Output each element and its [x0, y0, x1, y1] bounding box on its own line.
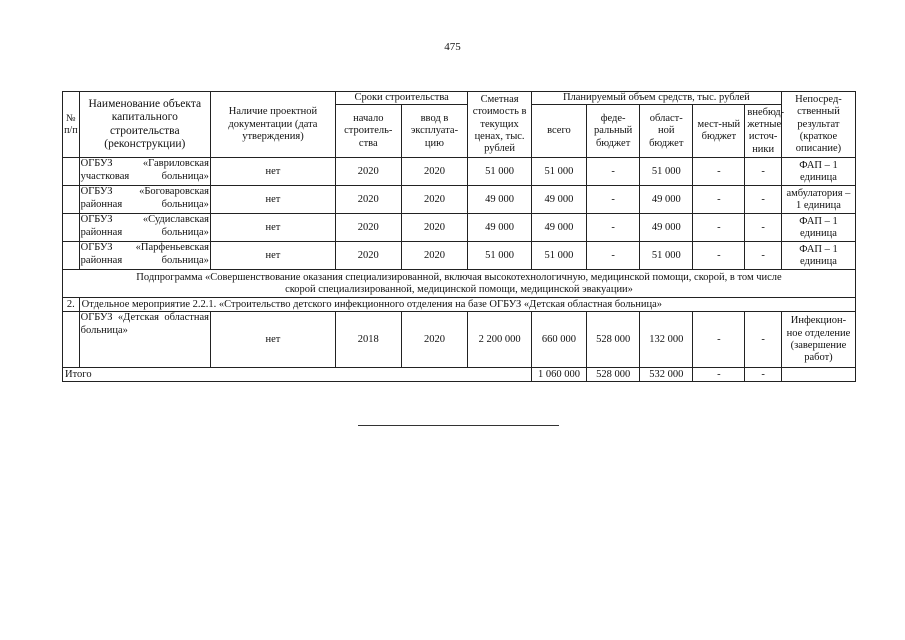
regional-cell: 132 000	[640, 312, 693, 368]
local-cell: -	[693, 242, 745, 270]
object-name: ОГБУЗ «Гавриловская участковая больница»	[79, 158, 210, 186]
start-cell: 2020	[335, 242, 401, 270]
estimate-cell: 51 000	[468, 158, 532, 186]
totals-label: Итого	[63, 368, 532, 382]
docs-cell: нет	[210, 186, 335, 214]
event-title: Отдельное мероприятие 2.2.1. «Строительство детского инфекционного отделения на базе ОГБУЗ «Детская областная больница»	[79, 298, 855, 312]
regional-cell: 51 000	[640, 158, 693, 186]
total-cell: 660 000	[531, 312, 586, 368]
extra-cell: -	[745, 158, 782, 186]
estimate-cell: 49 000	[468, 186, 532, 214]
total-cell: 51 000	[531, 158, 586, 186]
federal-cell: -	[587, 158, 640, 186]
local-cell: -	[693, 158, 745, 186]
totals-regional: 532 000	[640, 368, 693, 382]
header-docs: Наличие проектной документации (дата утверждения)	[210, 92, 335, 158]
docs-cell: нет	[210, 312, 335, 368]
table-row	[63, 186, 856, 214]
regional-cell: 51 000	[640, 242, 693, 270]
totals-extra: -	[745, 368, 782, 382]
federal-cell: -	[587, 214, 640, 242]
federal-cell: -	[587, 242, 640, 270]
object-name: ОГБУЗ «Судиславская районная больница»	[79, 214, 210, 242]
start-cell: 2020	[335, 186, 401, 214]
end-cell: 2020	[401, 214, 468, 242]
estimate-cell: 51 000	[468, 242, 532, 270]
total-cell: 49 000	[531, 186, 586, 214]
estimate-cell: 2 200 000	[468, 312, 532, 368]
regional-cell: 49 000	[640, 186, 693, 214]
page-number: 475	[444, 41, 461, 53]
header-commission: ввод в эксплуата-цию	[401, 105, 468, 158]
header-planned: Планируемый объем средств, тыс. рублей	[531, 92, 781, 105]
subprogram-title: Подпрограмма «Совершенствование оказания специализированной, включая высокотехнологичную, медицинской помощи, скорой, в том числе скорой специализированной, медицинской помощи, медицинской эвакуации»	[63, 270, 856, 298]
result-cell: ФАП – 1 единица	[781, 214, 855, 242]
header-extra: внебюд-жетные источ-ники	[745, 105, 782, 158]
header-terms: Сроки строительства	[335, 92, 467, 105]
event-num: 2.	[63, 298, 80, 312]
header-federal: феде-ральный бюджет	[587, 105, 640, 158]
header-total: всего	[531, 105, 586, 158]
table-row	[63, 214, 856, 242]
local-cell: -	[693, 186, 745, 214]
totals-row	[63, 368, 856, 382]
result-cell: ФАП – 1 единица	[781, 158, 855, 186]
object-name: ОГБУЗ «Парфеньевская районная больница»	[79, 242, 210, 270]
start-cell: 2020	[335, 158, 401, 186]
local-cell: -	[693, 312, 745, 368]
object-name: ОГБУЗ «Боговаровская районная больница»	[79, 186, 210, 214]
object-name: ОГБУЗ «Детская областная больница»	[79, 312, 210, 368]
end-cell: 2020	[401, 242, 468, 270]
header-local: мест-ный бюджет	[693, 105, 745, 158]
table-row	[63, 158, 856, 186]
totals-total: 1 060 000	[531, 368, 586, 382]
start-cell: 2018	[335, 312, 401, 368]
end-cell: 2020	[401, 186, 468, 214]
extra-cell: -	[745, 312, 782, 368]
footnote-separator	[358, 425, 559, 426]
docs-cell: нет	[210, 242, 335, 270]
federal-cell: 528 000	[587, 312, 640, 368]
start-cell: 2020	[335, 214, 401, 242]
total-cell: 51 000	[531, 242, 586, 270]
totals-federal: 528 000	[587, 368, 640, 382]
federal-cell: -	[587, 186, 640, 214]
end-cell: 2020	[401, 312, 468, 368]
header-num: № п/п	[63, 92, 80, 158]
extra-cell: -	[745, 242, 782, 270]
end-cell: 2020	[401, 158, 468, 186]
capital-construction-table	[62, 91, 856, 382]
header-estimate: Сметная стоимость в текущих ценах, тыс. рублей	[468, 92, 532, 158]
table-row	[63, 242, 856, 270]
result-cell: ФАП – 1 единица	[781, 242, 855, 270]
header-object: Наименование объекта капитального строительства (реконструкции)	[79, 92, 210, 158]
docs-cell: нет	[210, 158, 335, 186]
total-cell: 49 000	[531, 214, 586, 242]
header-result: Непосред-ственный результат (краткое описание)	[781, 92, 855, 158]
table-row	[63, 312, 856, 368]
regional-cell: 49 000	[640, 214, 693, 242]
result-cell: Инфекцион-ное отделение (завершение работ)	[781, 312, 855, 368]
estimate-cell: 49 000	[468, 214, 532, 242]
extra-cell: -	[745, 186, 782, 214]
totals-local: -	[693, 368, 745, 382]
header-start: начало строитель-ства	[335, 105, 401, 158]
result-cell: амбулатория – 1 единица	[781, 186, 855, 214]
extra-cell: -	[745, 214, 782, 242]
local-cell: -	[693, 214, 745, 242]
header-regional: област-ной бюджет	[640, 105, 693, 158]
docs-cell: нет	[210, 214, 335, 242]
